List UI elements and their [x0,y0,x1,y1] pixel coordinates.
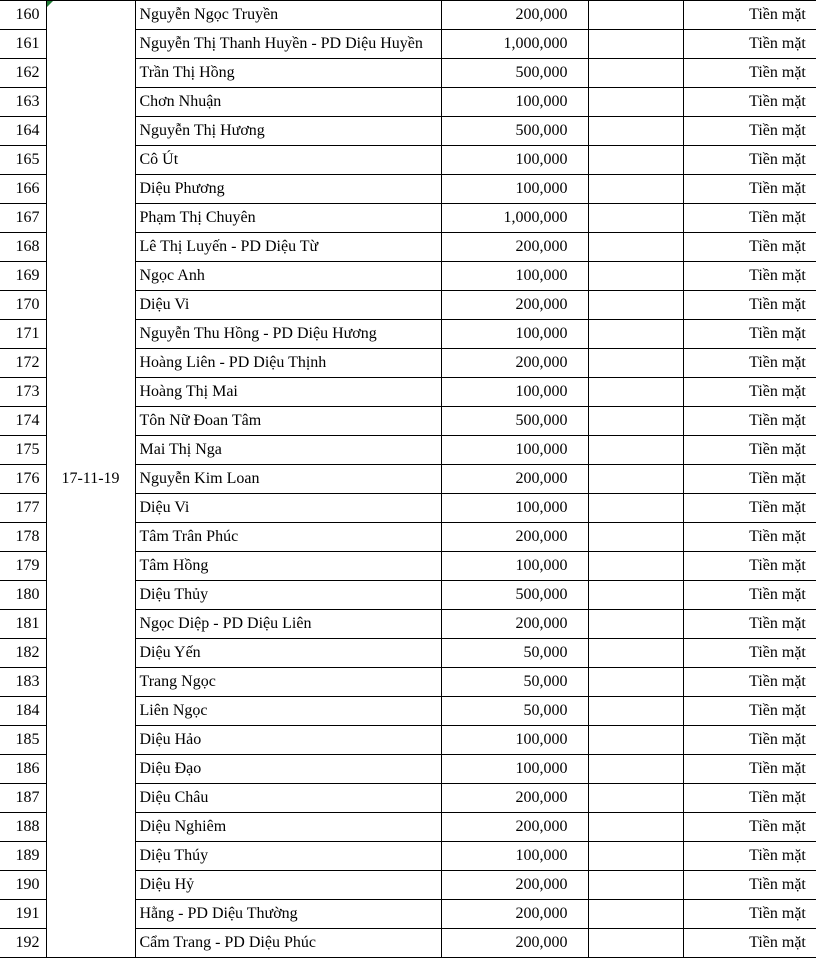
donor-name-cell[interactable]: Hằng - PD Diệu Thường [135,900,441,929]
row-number-cell[interactable]: 187 [0,784,46,813]
empty-cell[interactable] [588,436,683,465]
donor-name-cell[interactable]: Diệu Yến [135,639,441,668]
amount-cell[interactable]: 200,000 [441,929,588,958]
row-number-cell[interactable]: 179 [0,552,46,581]
donor-name-cell[interactable]: Diệu Châu [135,784,441,813]
amount-cell[interactable]: 200,000 [441,1,588,30]
amount-cell[interactable]: 500,000 [441,407,588,436]
payment-method-cell[interactable]: Tiền mặt [683,697,816,726]
empty-cell[interactable] [588,59,683,88]
payment-method-cell[interactable]: Tiền mặt [683,233,816,262]
row-number-cell[interactable]: 174 [0,407,46,436]
empty-cell[interactable] [588,407,683,436]
donor-name-cell[interactable]: Nguyễn Ngọc Truyền [135,1,441,30]
row-number-cell[interactable]: 192 [0,929,46,958]
row-number-cell[interactable]: 191 [0,900,46,929]
row-number-cell[interactable]: 183 [0,668,46,697]
donor-name-cell[interactable]: Trang Ngọc [135,668,441,697]
donor-name-cell[interactable]: Diệu Hảo [135,726,441,755]
row-number-cell[interactable]: 190 [0,871,46,900]
table-body [0,1,816,958]
row-number-cell[interactable]: 182 [0,639,46,668]
payment-method-cell[interactable]: Tiền mặt [683,59,816,88]
row-number-cell[interactable]: 185 [0,726,46,755]
payment-method-cell[interactable]: Tiền mặt [683,1,816,30]
amount-cell[interactable]: 500,000 [441,59,588,88]
row-number-cell[interactable]: 165 [0,146,46,175]
row-number-cell[interactable]: 162 [0,59,46,88]
payment-method-cell[interactable]: Tiền mặt [683,784,816,813]
amount-cell[interactable]: 500,000 [441,117,588,146]
empty-cell[interactable] [588,262,683,291]
payment-method-cell[interactable]: Tiền mặt [683,813,816,842]
donor-name-cell[interactable]: Tâm Hồng [135,552,441,581]
empty-cell[interactable] [588,668,683,697]
row-number-cell[interactable]: 181 [0,610,46,639]
amount-cell[interactable]: 200,000 [441,900,588,929]
payment-method-cell[interactable]: Tiền mặt [683,117,816,146]
empty-cell[interactable] [588,697,683,726]
donor-name-cell[interactable]: Diệu Đạo [135,755,441,784]
donor-name-cell[interactable]: Tâm Trân Phúc [135,523,441,552]
empty-cell[interactable] [588,291,683,320]
row-number-cell[interactable]: 170 [0,291,46,320]
donor-name-cell[interactable]: Nguyễn Kim Loan [135,465,441,494]
donor-name-cell[interactable]: Nguyễn Thu Hồng - PD Diệu Hương [135,320,441,349]
donor-name-cell[interactable]: Hoàng Liên - PD Diệu Thịnh [135,349,441,378]
row-number-cell[interactable]: 177 [0,494,46,523]
row-number-cell[interactable]: 178 [0,523,46,552]
payment-method-cell[interactable]: Tiền mặt [683,639,816,668]
row-number-cell[interactable]: 175 [0,436,46,465]
payment-method-cell[interactable]: Tiền mặt [683,349,816,378]
donor-name-cell[interactable]: Chơn Nhuận [135,88,441,117]
payment-method-cell[interactable]: Tiền mặt [683,929,816,958]
row-number-cell[interactable]: 164 [0,117,46,146]
amount-cell[interactable]: 1,000,000 [441,204,588,233]
payment-method-cell[interactable]: Tiền mặt [683,465,816,494]
donor-name-cell[interactable]: Trần Thị Hồng [135,59,441,88]
payment-method-cell[interactable]: Tiền mặt [683,668,816,697]
empty-cell[interactable] [588,320,683,349]
empty-cell[interactable] [588,146,683,175]
payment-method-cell[interactable]: Tiền mặt [683,436,816,465]
donor-name-cell[interactable]: Liên Ngọc [135,697,441,726]
empty-cell[interactable] [588,552,683,581]
amount-cell[interactable]: 200,000 [441,523,588,552]
donor-name-cell[interactable]: Lê Thị Luyến - PD Diệu Từ [135,233,441,262]
empty-cell[interactable] [588,813,683,842]
amount-cell[interactable]: 100,000 [441,262,588,291]
empty-cell[interactable] [588,523,683,552]
payment-method-cell[interactable]: Tiền mặt [683,204,816,233]
amount-cell[interactable]: 50,000 [441,639,588,668]
payment-method-cell[interactable]: Tiền mặt [683,262,816,291]
payment-method-cell[interactable]: Tiền mặt [683,88,816,117]
row-number-cell[interactable]: 166 [0,175,46,204]
row-number-cell[interactable]: 168 [0,233,46,262]
amount-cell[interactable]: 100,000 [441,494,588,523]
donor-name-cell[interactable]: Phạm Thị Chuyên [135,204,441,233]
donor-name-cell[interactable]: Diệu Hỷ [135,871,441,900]
row-number-cell[interactable]: 171 [0,320,46,349]
payment-method-cell[interactable]: Tiền mặt [683,320,816,349]
payment-method-cell[interactable]: Tiền mặt [683,871,816,900]
empty-cell[interactable] [588,233,683,262]
empty-cell[interactable] [588,784,683,813]
donor-name-cell[interactable]: Diệu Thủy [135,581,441,610]
amount-cell[interactable]: 500,000 [441,581,588,610]
payment-method-cell[interactable]: Tiền mặt [683,755,816,784]
empty-cell[interactable] [588,465,683,494]
donor-name-cell[interactable]: Ngọc Anh [135,262,441,291]
amount-cell[interactable]: 100,000 [441,320,588,349]
donor-name-cell[interactable]: Cô Út [135,146,441,175]
row-number-cell[interactable]: 176 [0,465,46,494]
empty-cell[interactable] [588,929,683,958]
payment-method-cell[interactable]: Tiền mặt [683,523,816,552]
amount-cell[interactable]: 100,000 [441,146,588,175]
empty-cell[interactable] [588,610,683,639]
payment-method-cell[interactable]: Tiền mặt [683,552,816,581]
empty-cell[interactable] [588,1,683,30]
amount-cell[interactable]: 200,000 [441,349,588,378]
row-number-cell[interactable]: 186 [0,755,46,784]
payment-method-cell[interactable]: Tiền mặt [683,291,816,320]
cell-comment-indicator [47,1,53,7]
amount-cell[interactable]: 200,000 [441,291,588,320]
empty-cell[interactable] [588,30,683,59]
empty-cell[interactable] [588,726,683,755]
row-number-cell[interactable]: 189 [0,842,46,871]
payment-method-cell[interactable]: Tiền mặt [683,175,816,204]
empty-cell[interactable] [588,755,683,784]
empty-cell[interactable] [588,204,683,233]
empty-cell[interactable] [588,900,683,929]
empty-cell[interactable] [588,117,683,146]
row-number-cell[interactable]: 161 [0,30,46,59]
payment-method-cell[interactable]: Tiền mặt [683,30,816,59]
row-number-cell[interactable]: 173 [0,378,46,407]
donor-name-cell[interactable]: Cẩm Trang - PD Diệu Phúc [135,929,441,958]
amount-cell[interactable]: 100,000 [441,436,588,465]
payment-method-cell[interactable]: Tiền mặt [683,407,816,436]
amount-cell[interactable]: 200,000 [441,233,588,262]
payment-method-cell[interactable]: Tiền mặt [683,378,816,407]
empty-cell[interactable] [588,88,683,117]
payment-method-cell[interactable]: Tiền mặt [683,726,816,755]
amount-cell[interactable]: 100,000 [441,726,588,755]
amount-cell[interactable]: 1,000,000 [441,30,588,59]
donor-name-cell[interactable]: Diệu Thúy [135,842,441,871]
payment-method-cell[interactable]: Tiền mặt [683,900,816,929]
row-number-cell[interactable]: 184 [0,697,46,726]
amount-cell[interactable]: 100,000 [441,88,588,117]
empty-cell[interactable] [588,581,683,610]
donor-name-cell[interactable]: Hoàng Thị Mai [135,378,441,407]
amount-cell[interactable]: 200,000 [441,813,588,842]
amount-cell[interactable]: 100,000 [441,755,588,784]
amount-cell[interactable]: 200,000 [441,784,588,813]
donor-name-cell[interactable]: Nguyễn Thị Thanh Huyền - PD Diệu Huyền [135,30,441,59]
empty-cell[interactable] [588,349,683,378]
amount-cell[interactable]: 200,000 [441,465,588,494]
amount-cell[interactable]: 50,000 [441,668,588,697]
row-number-cell[interactable]: 163 [0,88,46,117]
payment-method-cell[interactable]: Tiền mặt [683,494,816,523]
table-row [0,1,816,30]
empty-cell[interactable] [588,842,683,871]
amount-cell[interactable]: 100,000 [441,552,588,581]
empty-cell[interactable] [588,871,683,900]
donor-name-cell[interactable]: Ngọc Diệp - PD Diệu Liên [135,610,441,639]
donor-name-cell[interactable]: Diệu Phương [135,175,441,204]
row-number-cell[interactable]: 160 [0,1,46,30]
row-number-cell[interactable]: 188 [0,813,46,842]
amount-cell[interactable]: 100,000 [441,378,588,407]
empty-cell[interactable] [588,494,683,523]
donor-name-cell[interactable]: Tôn Nữ Đoan Tâm [135,407,441,436]
amount-cell[interactable]: 50,000 [441,697,588,726]
donor-name-cell[interactable]: Diệu Vi [135,291,441,320]
empty-cell[interactable] [588,639,683,668]
donor-name-cell[interactable]: Diệu Nghiêm [135,813,441,842]
donor-name-cell[interactable]: Nguyễn Thị Hương [135,117,441,146]
row-number-cell[interactable]: 169 [0,262,46,291]
empty-cell[interactable] [588,378,683,407]
amount-cell[interactable]: 100,000 [441,842,588,871]
payment-method-cell[interactable]: Tiền mặt [683,842,816,871]
row-number-cell[interactable]: 180 [0,581,46,610]
donor-name-cell[interactable]: Diệu Vi [135,494,441,523]
amount-cell[interactable]: 100,000 [441,175,588,204]
empty-cell[interactable] [588,175,683,204]
payment-method-cell[interactable]: Tiền mặt [683,146,816,175]
donor-name-cell[interactable]: Mai Thị Nga [135,436,441,465]
row-number-cell[interactable]: 167 [0,204,46,233]
payment-method-cell[interactable]: Tiền mặt [683,581,816,610]
amount-cell[interactable]: 200,000 [441,871,588,900]
amount-cell[interactable]: 200,000 [441,610,588,639]
date-cell[interactable]: 17-11-19 [46,1,135,958]
payment-method-cell[interactable]: Tiền mặt [683,610,816,639]
row-number-cell[interactable]: 172 [0,349,46,378]
